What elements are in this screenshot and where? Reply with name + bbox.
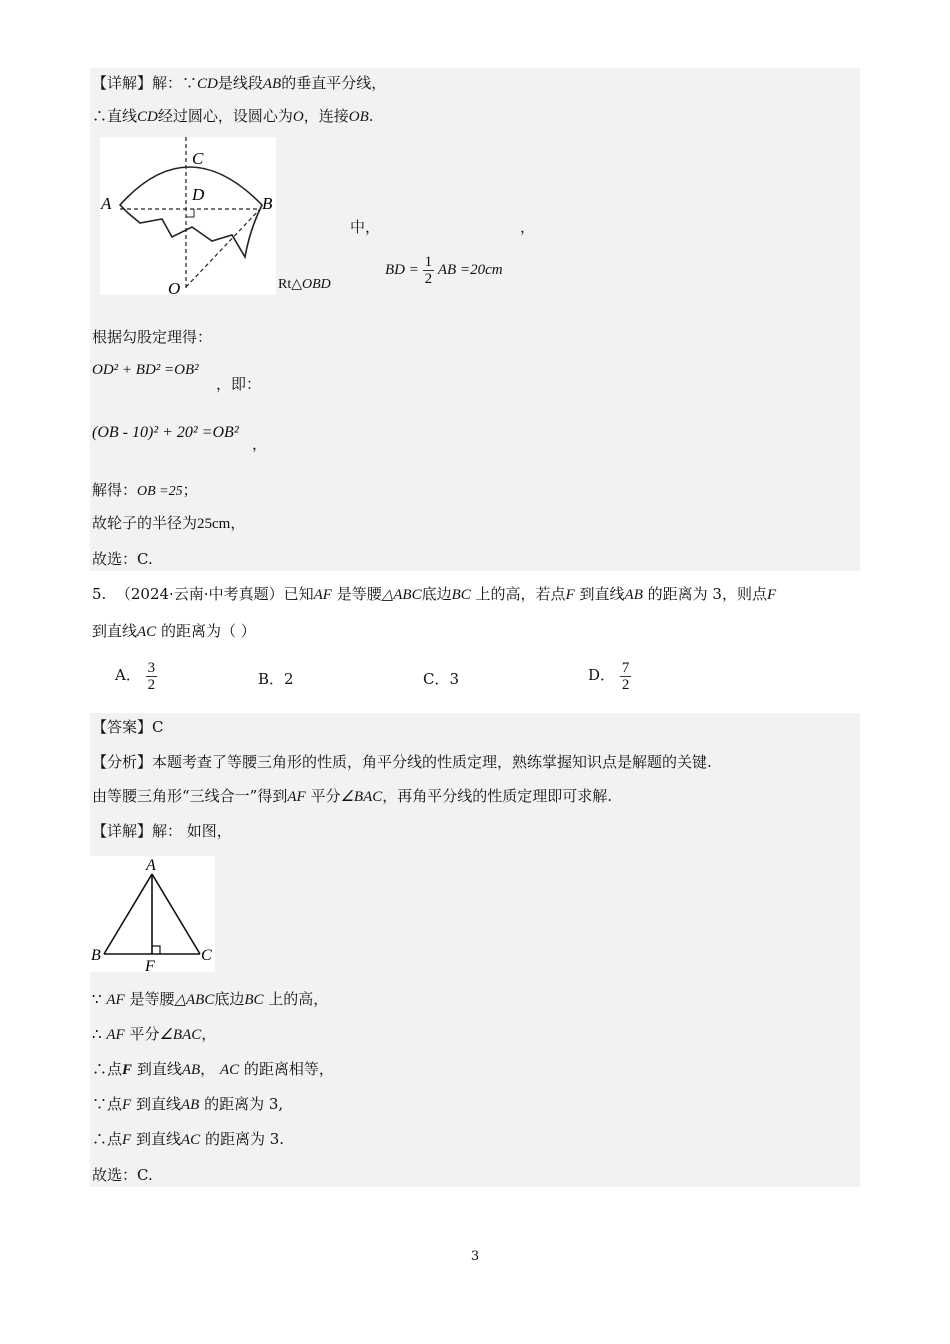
step-1: ∵ AF 是等腰△ABC底边BC 上的高，: [92, 990, 329, 1008]
label-c: C: [201, 947, 212, 964]
comma-char: ，: [520, 218, 536, 236]
step-5: ∴点F 到直线AC 的距离为 3.: [92, 1130, 285, 1148]
label-a: A: [101, 194, 112, 213]
detail-line: 【详解】解： 如图，: [92, 822, 232, 840]
solution4-line1: 【详解】解：∵CD是线段AB的垂直平分线，: [92, 74, 387, 92]
label-c: C: [192, 149, 204, 168]
option-a[interactable]: A． $\frac{3}{2}$: [115, 659, 156, 693]
wheel-diagram: [100, 137, 276, 295]
equation-2-tail: ，: [252, 435, 268, 453]
label-f: F: [145, 958, 155, 972]
label-a: A: [146, 857, 156, 874]
answer-line: 【答案】C: [92, 718, 164, 736]
label-d: D: [192, 185, 205, 204]
solve-line: 解得：OB =25；: [92, 481, 198, 499]
label-b: B: [91, 947, 101, 964]
right-angle-mark: [152, 946, 160, 954]
fraction-half: $\frac{1}{2}$: [424, 254, 433, 288]
side-ac: [152, 874, 200, 954]
question5-line2: 到直线AC 的距离为（ ）: [92, 622, 256, 640]
right-angle-mark: [186, 209, 194, 217]
step-2: ∴ AF 平分∠BAC，: [92, 1025, 217, 1043]
label-o: O: [168, 279, 181, 295]
line-ob: [186, 209, 260, 287]
rt-triangle-label: Rt△OBD: [278, 277, 331, 292]
analysis-line2: 由等腰三角形“三线合一”得到AF 平分∠BAC，再角平分线的性质定理即可求解.: [92, 787, 613, 805]
solution5-choice: 故选：C.: [92, 1166, 153, 1184]
radius-line: 故轮子的半径为25cm，: [92, 514, 246, 532]
triangle-figure: [90, 856, 215, 972]
side-ab: [104, 874, 152, 954]
pythag-intro: 根据勾股定理得：: [92, 328, 213, 346]
option-d[interactable]: D． $\frac{7}{2}$: [588, 659, 630, 693]
in-char: 中，: [350, 218, 381, 236]
option-c[interactable]: C．3: [423, 670, 460, 688]
wheel-outline: [120, 167, 262, 257]
step-4: ∵点F 到直线AB 的距离为 3,: [92, 1095, 284, 1113]
equation-2: (OB - 10)² + 20² =OB²: [92, 424, 239, 441]
triangle-diagram: [90, 856, 215, 972]
option-b[interactable]: B．2: [258, 670, 294, 688]
bd-equation: BD = $\frac{1}{2}$ AB =20cm: [385, 254, 503, 288]
equation-1-tail: ，即：: [216, 375, 262, 393]
label-b: B: [262, 194, 273, 213]
question5-line1: 5. （2024·云南·中考真题）已知AF 是等腰△ABC底边BC 上的高，若点F 到直线AB 的距离为 3，则点F: [92, 585, 777, 603]
solution4-choice: 故选：C.: [92, 550, 153, 568]
page-number: 3: [470, 1249, 480, 1264]
solution4-line2: ∴直线CD经过圆心，设圆心为O，连接OB.: [92, 107, 374, 125]
analysis-line: 【分析】本题考查了等腰三角形的性质，角平分线的性质定理，熟练掌握知识点是解题的关键.: [92, 753, 712, 771]
step-3: ∴点F 到直线AB， AC 的距离相等，: [92, 1060, 334, 1078]
wheel-figure: [100, 137, 276, 295]
equation-1: OD² + BD² =OB²: [92, 362, 199, 378]
